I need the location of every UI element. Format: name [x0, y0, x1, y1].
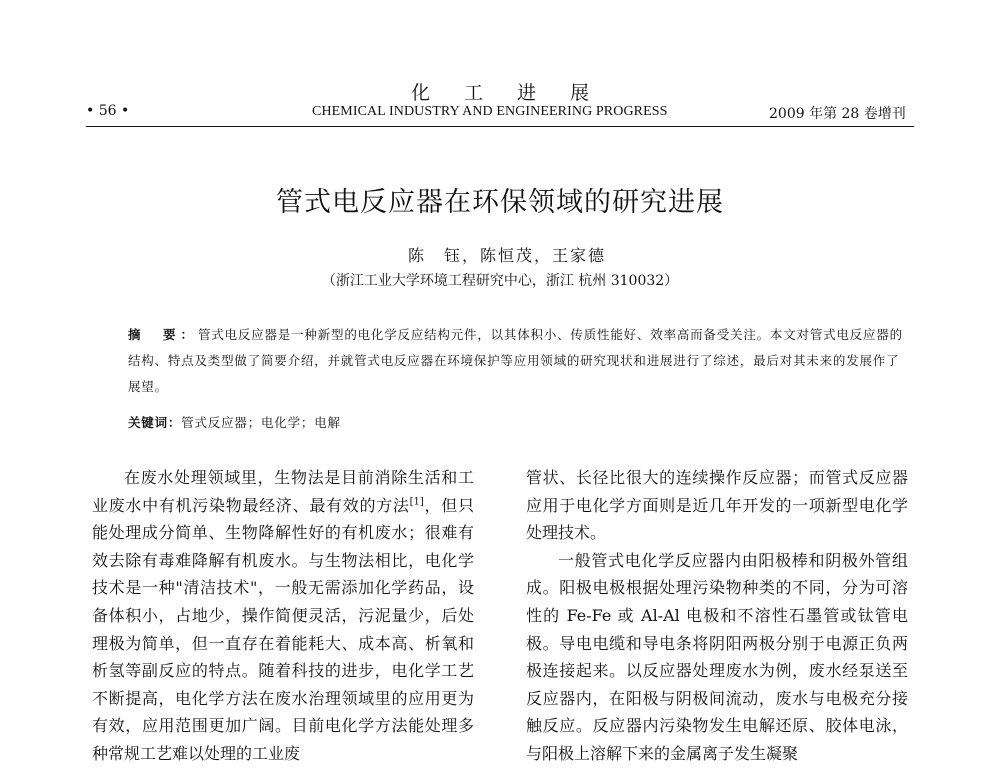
- article-title: 管式电反应器在环保领域的研究进展: [276, 187, 724, 218]
- keywords-label: 关键词：: [128, 415, 182, 430]
- header-rule: [86, 126, 914, 127]
- body-paragraph: 一般管式电化学反应器内由阳极棒和阴极外管组成。阳极电极根据处理污染物种类的不同，分为可溶性的 Fe-Fe 或 Al-Al 电极和不溶性石墨管或钛管电极。导电电缆和导电条将阴阳两极分别于电源正负两极连接起来。以反应器处理废水为例，废水经泵送至反应器内，在阳极与阴极间流动，废水与电极充分接触反应。反应器内污染物发生电解还原、胶体电泳，与阳极上溶解下来的金属离子发生凝聚: [526, 550, 908, 763]
- page-number: • 56 •: [86, 103, 130, 119]
- body-column-right: [526, 464, 908, 768]
- article-authors: 陈 钰，陈恒茂，王家德: [407, 246, 606, 265]
- body-column-left: [92, 464, 474, 768]
- body-paragraph: 管状、长径比很大的连续操作反应器；而管式反应器应用于电化学方面则是近几年开发的一项新型电化学处理技术。: [526, 468, 908, 543]
- journal-name-en: CHEMICAL INDUSTRY AND ENGINEERING PROGRESS: [312, 104, 668, 119]
- abstract: [128, 322, 908, 400]
- journal-name-cn: 化工进展: [410, 82, 623, 104]
- body-paragraph: [92, 464, 474, 768]
- keywords: [128, 413, 341, 431]
- citation-ref: [1]: [409, 496, 424, 508]
- abstract-label: 摘 要：: [128, 327, 199, 342]
- body-text: 在废水处理领域里，生物法是目前消除生活和工业废水中有机污染物最经济、最有效的方法: [92, 468, 474, 515]
- abstract-text: 管式电反应器是一种新型的电化学反应结构元件，以其体积小、传质性能好、效率高而备受关注。本文对管式电反应器的结构、特点及类型做了简要介绍，并就管式电反应器在环境保护等应用领域的研究现状和进展进行了综述，最后对其未来的发展作了展望。: [128, 327, 903, 394]
- body-text: ，但只能处理成分简单、生物降解性好的有机废水；很难有效去除有毒难降解有机废水。与生物法相比，电化学技术是一种"清洁技术"，一般无需添加化学药品，设备体积小，占地少，操作简便灵活，污泥量少，后处理极为简单，但一直存在着能耗大、成本高、析氧和析氢等副反应的特点。随着科技的进步，电化学工艺不断提高，电化学方法在废水治理领域里的应用更为有效，应用范围更加广阔。目前电化学方法能处理多种常规工艺难以处理的工业废: [92, 495, 474, 763]
- keywords-text: 管式反应器；电化学；电解: [181, 415, 341, 430]
- article-affiliation: （浙江工业大学环境工程研究中心，浙江 杭州 310032）: [321, 273, 679, 289]
- issue-info: 2009 年第 28 卷增刊: [769, 106, 906, 122]
